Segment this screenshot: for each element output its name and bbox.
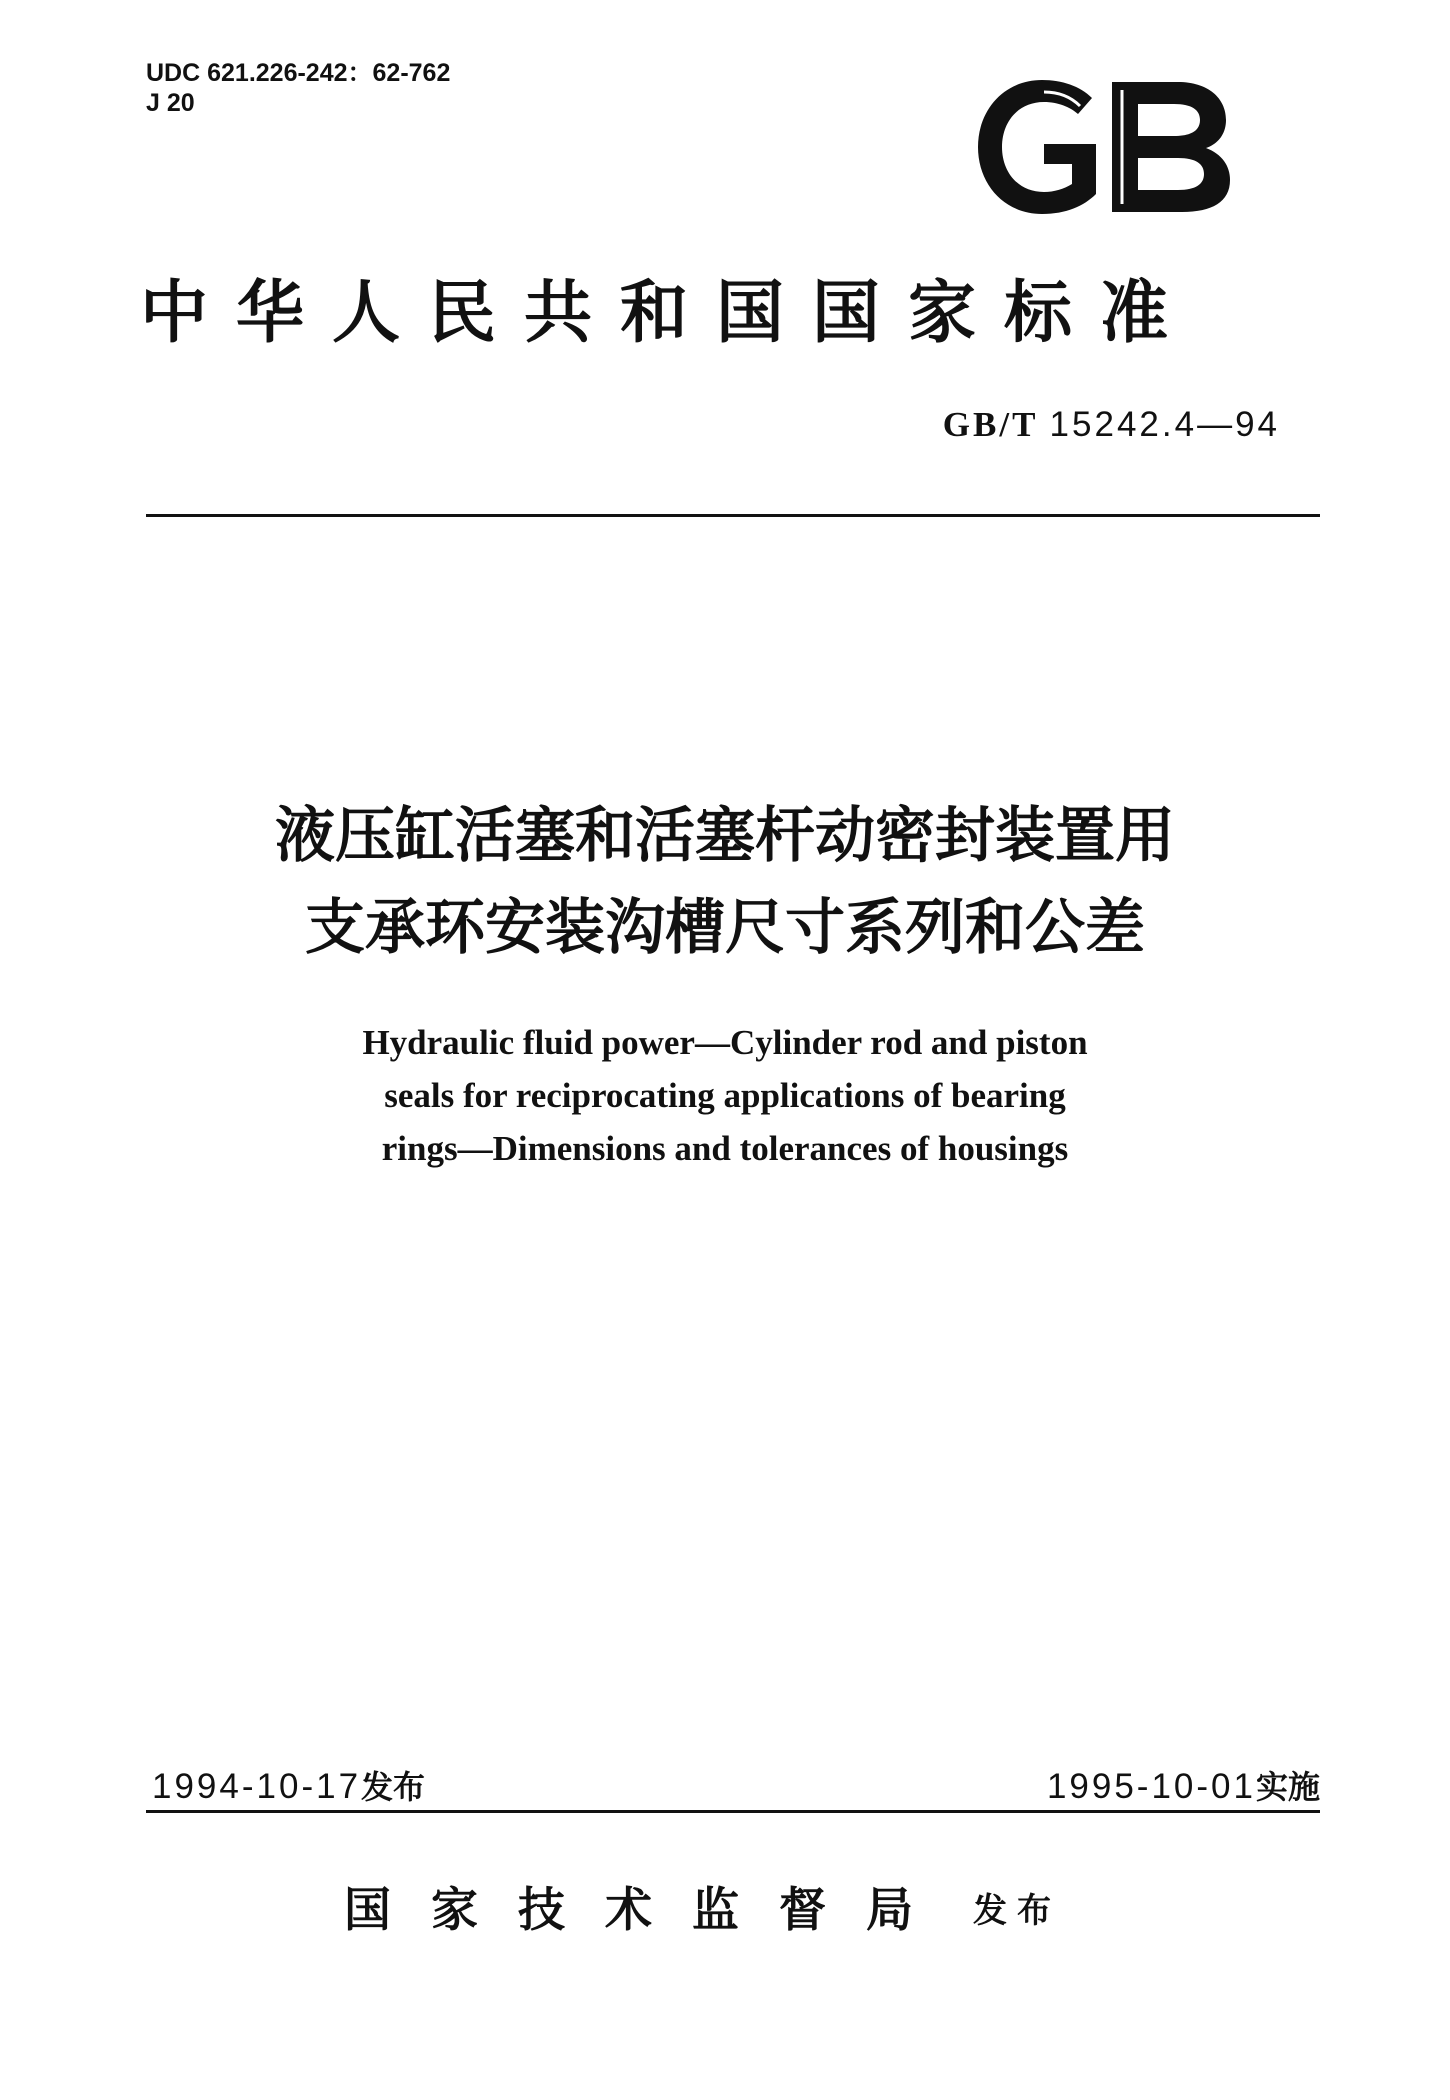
effective-label: 实施: [1255, 1768, 1320, 1806]
english-title-line-3: rings—Dimensions and tolerances of housings: [381, 1129, 1069, 1168]
issue-date: 1994-10-17: [152, 1767, 362, 1806]
issuer-name: 国家技术监督局: [344, 1883, 953, 1938]
issuer-action: 发布: [973, 1891, 1061, 1931]
issue-date-block: [152, 1762, 425, 1808]
english-title-line-2: seals for reciprocating applications of bearing: [384, 1076, 1066, 1115]
standard-number-value: 15242.4—94: [1049, 405, 1280, 444]
issuer-line: [344, 1873, 1061, 1940]
issue-label: 发布: [361, 1768, 426, 1806]
chinese-title-line-1: 液压缸活塞和活塞杆动密封装置用: [275, 801, 1175, 871]
effective-date: 1995-10-01: [1046, 1767, 1256, 1806]
standard-number: [943, 405, 1280, 445]
chinese-title: [0, 790, 1450, 974]
standard-prefix: GB/T: [942, 405, 1038, 444]
effective-date-block: [1047, 1762, 1320, 1808]
top-divider: [146, 514, 1320, 517]
udc-code: UDC 621.226-242：62-762: [146, 59, 451, 87]
date-row: [146, 1762, 1320, 1812]
classification-code: J 20: [146, 89, 195, 117]
udc-block: [146, 58, 450, 118]
bottom-divider: [146, 1810, 1320, 1813]
national-standard-heading: 中华人民共和国国家标准: [140, 273, 1197, 353]
chinese-title-line-2: 支承环安装沟槽尺寸系列和公差: [305, 893, 1145, 963]
english-title: [0, 1016, 1450, 1175]
english-title-line-1: Hydraulic fluid power—Cylinder rod and piston: [362, 1023, 1088, 1062]
gb-logo: [972, 78, 1234, 216]
